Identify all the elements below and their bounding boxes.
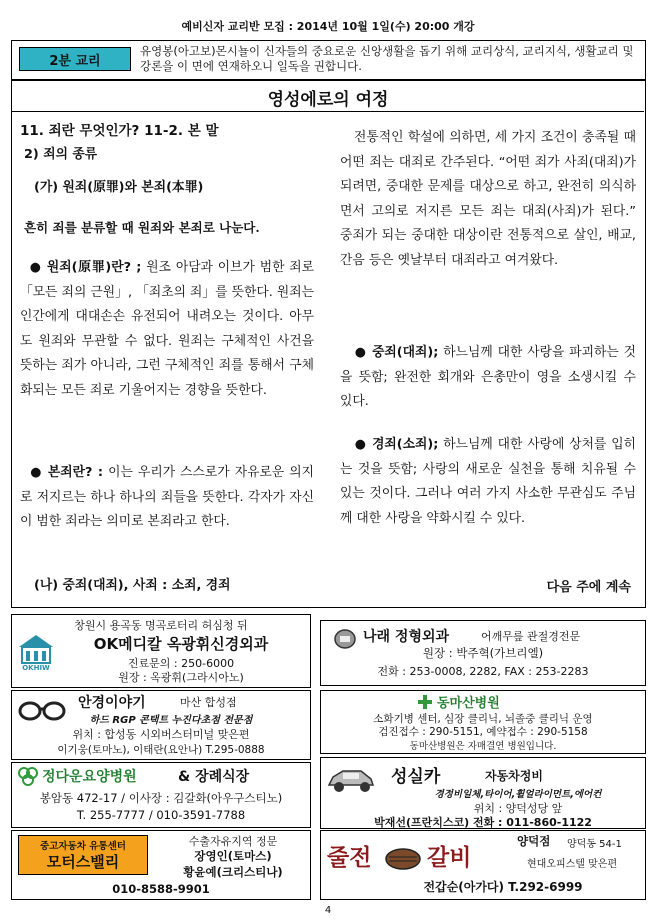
ad8-landmark: 현대오피스텔 맞은편 xyxy=(527,859,618,870)
ad8-brand2: 갈비 xyxy=(427,844,472,871)
hospital-logo-icon xyxy=(17,633,55,673)
ad4-services: 소화기병 센터, 심장 클리닉, 뇌졸중 클리닉 운영 xyxy=(373,713,593,725)
ad5-name: 정다운요양병원 xyxy=(42,769,137,785)
article-box xyxy=(11,80,646,608)
mortal-sin-text: 하느님께 대한 사랑을 파괴하는 것을 뜻함; 완전한 회개와 은총만이 영을 소생시킬 수 있다. xyxy=(340,345,636,409)
paragraph-mortal-sin xyxy=(340,341,636,415)
venial-sin-text: 하느님께 대한 사랑에 상처를 입히는 것을 뜻함; 사랑의 새로운 실천을 통해 치유될 수 있는 것이다. 그러나 여러 가지 사소한 무관심도 주님께 대한 사랑을 약화시킬 수 있다. xyxy=(340,437,636,526)
ad-galbi-restaurant xyxy=(320,830,646,900)
ad8-branch: 양덕점 xyxy=(517,834,551,848)
intro-text: 유영봉(아고보)몬시뇰이 신자들의 중요로운 신앙생활을 돕기 위해 교리상식, 교리지식, 생활교리 및 강론을 이 면에 연재하오니 일독을 권합니다. xyxy=(140,44,634,73)
ad1-name: OK메디칼 옥광휘신경외과 xyxy=(93,635,269,653)
article-title: 영성에로의 여정 xyxy=(267,90,389,110)
hospital-logo-text: OKHIW xyxy=(22,664,50,672)
ad2-name: 나래 정형외과 xyxy=(363,629,450,645)
ad4-name: 동마산병원 xyxy=(437,696,500,711)
subsection-a: (가) 원죄(原罪)와 본죄(本罪) xyxy=(34,180,204,195)
ad7-contact2: 황윤예(크리스티나) xyxy=(183,865,283,879)
ad2-specialty: 어깨무릎 관절경전문 xyxy=(481,630,581,643)
ad3-location: 위치 : 합성동 시외버스터미널 맞은편 xyxy=(72,728,250,741)
ad1-director: 원장 : 옥광휘(그라시아노) xyxy=(118,671,244,684)
ad7-location: 수출자유지역 정문 xyxy=(188,835,278,848)
car-icon xyxy=(325,763,377,795)
ad5-suffix: & 장례식장 xyxy=(178,769,250,785)
ad5-address: 봉암동 472-17 / 이사장 : 김갈화(아우구스티노) xyxy=(39,791,283,805)
ad-seongsil-car xyxy=(320,757,646,829)
ad-motors-valley xyxy=(11,830,311,900)
title-divider xyxy=(12,111,644,112)
ad-dongmasan-hospital xyxy=(320,690,646,754)
ad2-director: 원장 : 박주혁(가브리엘) xyxy=(422,646,544,660)
paragraph-venial-sin xyxy=(340,433,636,531)
ad3-name: 안경이야기 xyxy=(78,695,146,711)
ad7-logo xyxy=(18,835,148,875)
lead-sentence: 흔히 죄를 분류할 때 원죄와 본죄로 나눈다. xyxy=(24,220,260,235)
subsection-b: (나) 중죄(대죄), 사죄 : 소죄, 경죄 xyxy=(34,578,231,593)
page-number: 4 xyxy=(324,905,332,916)
intro-tag: 2분 교리 xyxy=(19,47,131,71)
venial-sin-label: ● 경죄(소죄); xyxy=(354,437,439,452)
ad-narae-orthopedics xyxy=(320,620,646,686)
ad2-phone: 전화 : 253-0008, 2282, FAX : 253-2283 xyxy=(377,665,589,678)
actual-sin-label: ● 본죄란? : xyxy=(30,465,104,480)
mortal-sin-label: ● 중죄(대죄); xyxy=(354,345,439,360)
ad5-phone: T. 255-7777 / 010-3591-7788 xyxy=(76,808,246,822)
ad8-contact: 전갑순(아가다) T.292-6999 xyxy=(423,880,583,894)
original-sin-text: 원조 아담과 이브가 범한 죄로 「모든 죄의 근원」, 「죄초의 죄」를 뜻한다. 원죄는 인간에게 대대손손 유전되어 내려오는 것이다. 아무도 원죄와 무관할 수 없다. 원죄는 구체적인 사건을 뜻하는 죄가 아니라, 그런 구체적인 죄를 통해서 구체화되는 모든 죄로 기울어지는 경향을 뜻한다. xyxy=(20,260,314,398)
ad1-phone: 진료문의 : 250-6000 xyxy=(127,657,235,670)
ad8-address: 양덕동 54-1 xyxy=(567,839,622,850)
ad1-location: 창원시 용곡동 명곡로터리 허심청 뒤 xyxy=(74,619,248,632)
article-heading: 11. 죄란 무엇인가? 11-2. 본 말 xyxy=(20,123,219,139)
medical-cross-icon xyxy=(417,694,433,710)
ad6-contact: 박재선(프란치스코) 전화 : 011-860-1122 xyxy=(374,816,592,829)
intro-box xyxy=(11,40,646,80)
original-sin-label: ● 원죄(原罪)란? ; xyxy=(29,260,142,275)
paragraph-traditional: 전통적인 학설에 의하면, 세 가지 조건이 충족될 때 어떤 죄는 대죄로 간주된다. “어떤 죄가 사죄(대죄)가 되려면, 중대한 문제를 대상으로 하고, 완전히 의식하면서 고의로 저지른 모든 죄는 대죄(사죄)가 된다.” 중죄가 되는 중대한 대상이란 전통적으로 살인, 배교, 간음 등은 옛날부터 대죄라고 여겨왔다. xyxy=(340,130,636,268)
ad3-owner: 이기웅(토마노), 이태란(요안나) T.295-0888 xyxy=(57,744,265,756)
ad-eyeglass-story xyxy=(11,690,311,760)
ad7-contact1: 장영인(토마스) xyxy=(194,849,272,863)
paragraph-original-sin xyxy=(20,256,314,403)
grill-icon xyxy=(383,843,423,871)
ad4-note: 동마산병원은 자매결연 병원입니다. xyxy=(409,741,557,752)
ad6-location: 위치 : 양덕성당 앞 xyxy=(473,802,563,815)
paragraph-actual-sin xyxy=(20,461,314,535)
ad6-desc: 자동차정비 xyxy=(485,769,543,783)
ad-jeongdaun-hospital xyxy=(11,762,311,828)
ad-ok-medical xyxy=(11,614,311,688)
ad7-phone: 010-8588-9901 xyxy=(112,882,210,896)
ad8-brand1: 줄전 xyxy=(327,844,372,871)
continued-note: 다음 주에 계속 xyxy=(546,580,631,595)
ad6-name: 성실카 xyxy=(391,767,441,787)
ad7-top: 중고자동차 유통센터 xyxy=(40,841,126,852)
ad6-tagline: 경정비일체,타이어,휠얼라이먼트,에어컨 xyxy=(434,789,602,800)
recruitment-notice: 예비신자 교리반 모집 : 2014년 10월 1일(수) 20:00 개강 xyxy=(181,20,475,33)
ad4-phone: 검진접수 : 290-5151, 예약접수 : 290-5158 xyxy=(378,726,588,738)
ad3-tagline: 하드 RGP 콘택트 누진다초점 전문점 xyxy=(89,715,253,726)
ad3-branch: 마산 합성점 xyxy=(180,696,237,709)
ad7-name: 모터스밸리 xyxy=(46,853,120,871)
clover-icon xyxy=(16,766,40,788)
actual-sin-text: 이는 우리가 스스로가 자유로운 의지로 저지르는 하나 하나의 죄들을 뜻한다. 각자가 자신이 범한 죄라는 의미로 본죄라고 한다. xyxy=(20,465,315,529)
section-heading: 2) 죄의 종류 xyxy=(24,147,98,162)
